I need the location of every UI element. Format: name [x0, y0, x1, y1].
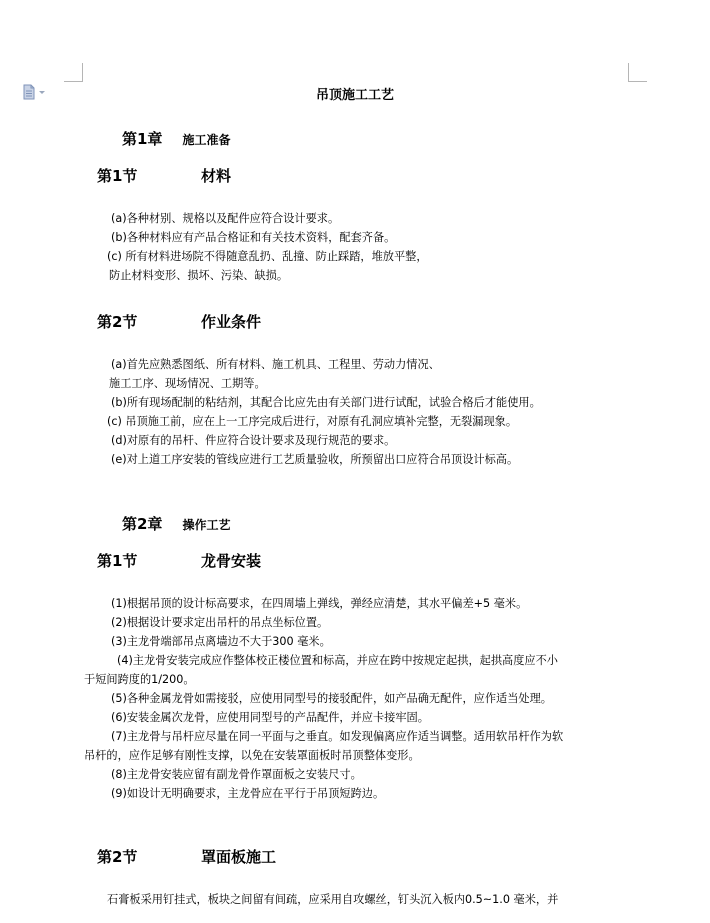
paragraph: (a)首先应熟悉图纸、所有材料、施工机具、工程里、劳动力情况、	[111, 358, 440, 371]
section-title: 材料	[201, 167, 232, 185]
crop-mark-top-left	[64, 63, 83, 82]
chapter-title: 操作工艺	[182, 518, 231, 532]
section-number: 第2节	[97, 848, 138, 866]
paragraph: (6)安装金属次龙骨，应使用同型号的产品配件，并应卡接牢固。	[111, 711, 429, 724]
paragraph: (8)主龙骨安装应留有副龙骨作罩面板之安装尺寸。	[111, 768, 362, 781]
section-title: 作业条件	[201, 313, 262, 331]
chapter-2-heading	[122, 513, 230, 534]
section-2-1-heading	[97, 550, 262, 571]
section-number: 第1节	[97, 552, 138, 570]
section-number: 第1节	[97, 167, 138, 185]
chapter-number: 第1章	[122, 130, 163, 148]
paragraph: (c) 所有材料进场院不得随意乱扔、乱撞、防止踩踏，堆放平整，	[107, 250, 428, 263]
paragraph: (b)各种材料应有产品合格证和有关技术资料，配套齐备。	[111, 231, 396, 244]
chapter-title: 施工准备	[182, 133, 231, 147]
paragraph: (9)如设计无明确要求，主龙骨应在平行于吊顶短跨边。	[111, 787, 385, 800]
section-1-1-heading	[97, 165, 232, 186]
paragraph: 防止材料变形、损坏、污染、缺损。	[109, 269, 289, 282]
chapter-number: 第2章	[122, 515, 163, 533]
paragraph: (d)对原有的吊杆、件应符合设计要求及现行规范的要求。	[111, 434, 396, 447]
paragraph: 于短间跨度的1/200。	[84, 673, 195, 686]
paragraph: (5)各种金属龙骨如需接驳，应使用同型号的接驳配件，如产品确无配件，应作适当处理。	[111, 692, 552, 705]
section-title: 罩面板施工	[201, 848, 277, 866]
section-title: 龙骨安装	[201, 552, 262, 570]
paragraph: 施工工序、现场情况、工期等。	[109, 377, 266, 390]
paragraph: (3)主龙骨端部吊点离墙边不大于300 毫米。	[111, 635, 331, 648]
paragraph: (c) 吊顶施工前，应在上一工序完成后进行，对原有孔洞应填补完整，无裂漏现象。	[107, 415, 518, 428]
section-2-2-heading	[97, 846, 277, 867]
paragraph: (7)主龙骨与吊杆应尽量在同一平面与之垂直。如发现偏离应作适当调整。适用软吊杆作为软	[111, 730, 564, 743]
paragraph: 石膏板采用钉挂式，板块之间留有间疏，应采用自攻螺丝，钉头沉入板内0.5~1.0 毫米，并	[107, 893, 559, 906]
section-1-2-heading	[97, 311, 262, 332]
paragraph: (a)各种材别、规格以及配件应符合设计要求。	[111, 212, 340, 225]
paragraph: (4)主龙骨安装完成应作整体校正楼位置和标高，并应在跨中按规定起拱，起拱高度应不小	[117, 654, 558, 667]
paragraph: (1)根据吊顶的设计标高要求，在四周墙上弹线，弹经应清楚，其水平偏差+5 毫米。	[111, 597, 528, 610]
section-number: 第2节	[97, 313, 138, 331]
crop-mark-top-right	[628, 63, 647, 82]
chapter-1-heading	[122, 128, 230, 149]
document-title: 吊顶施工工艺	[315, 88, 394, 103]
paragraph: (2)根据设计要求定出吊杆的吊点坐标位置。	[111, 616, 329, 629]
paragraph: (e)对上道工序安装的管线应进行工艺质量验收，所预留出口应符合吊顶设计标高。	[111, 453, 519, 466]
paragraph: (b)所有现场配制的粘结剂，其配合比应先由有关部门进行试配，试验合格后才能使用。	[111, 396, 541, 409]
paragraph: 吊杆的，应作足够有刚性支撑，以免在安装罩面板时吊顶整体变形。	[84, 749, 420, 762]
